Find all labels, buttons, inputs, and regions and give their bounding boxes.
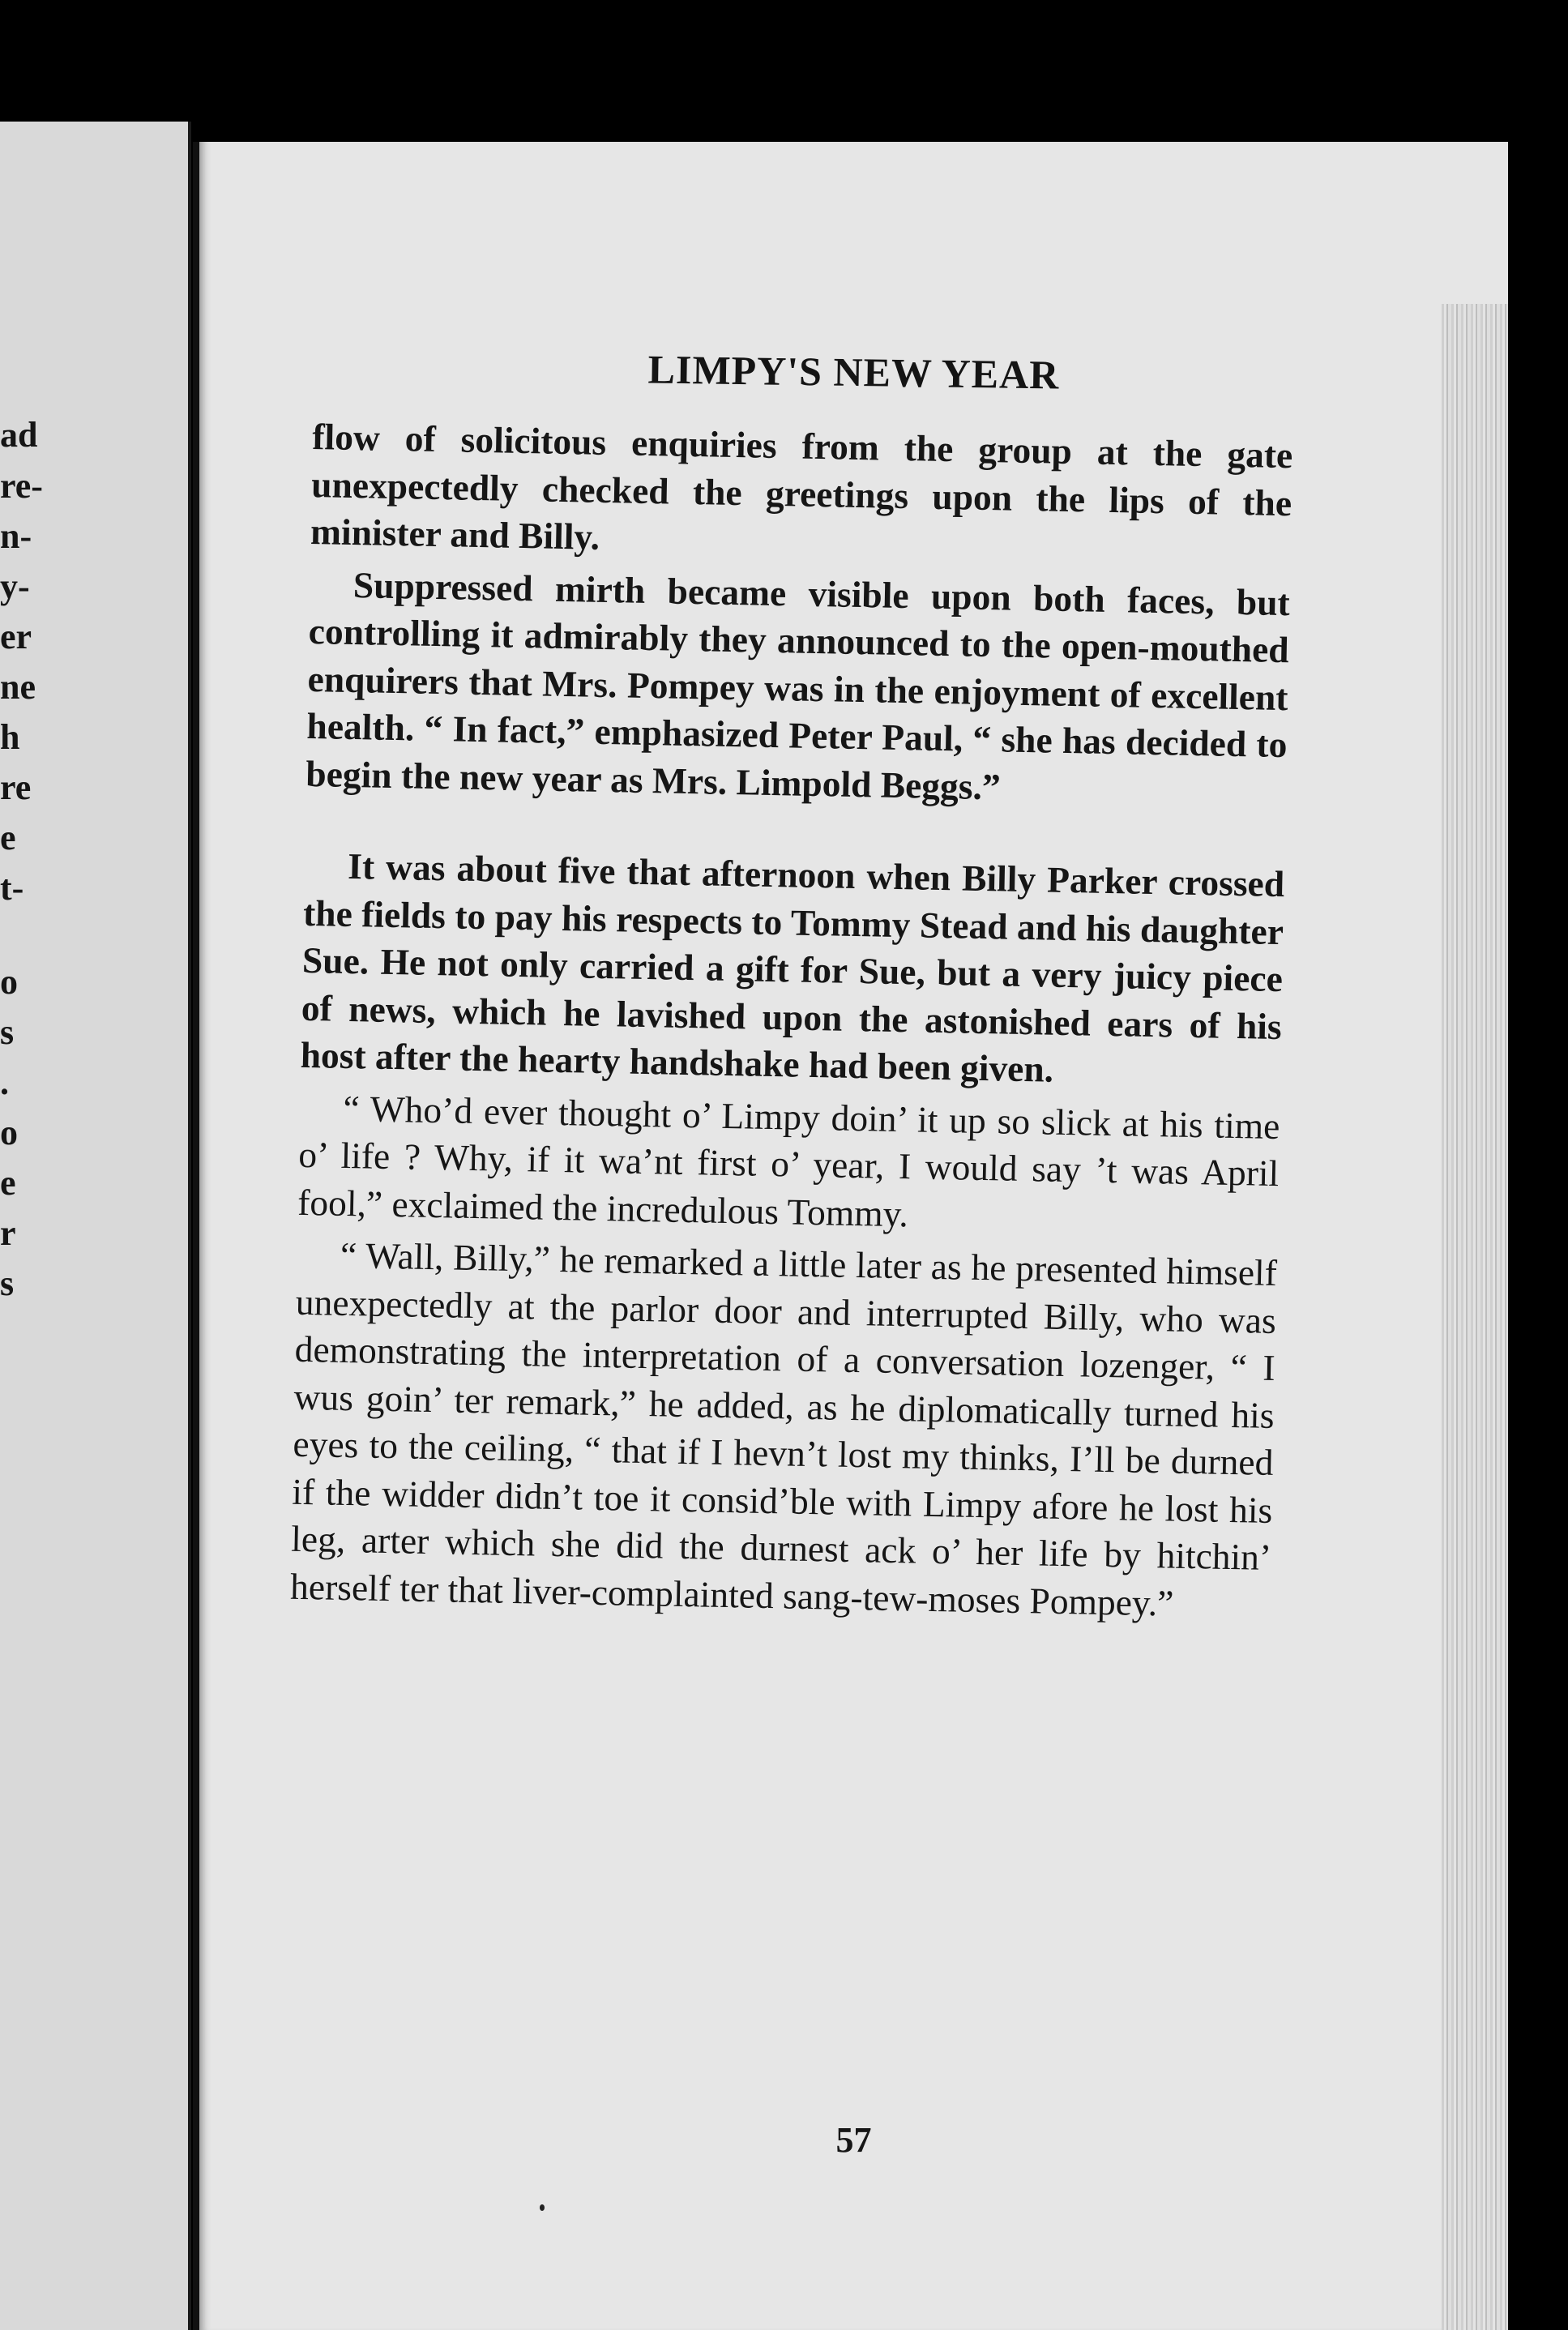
left-page-fragment: o (0, 1113, 18, 1152)
scan-speck (540, 2204, 545, 2211)
paragraph: Suppressed mirth became visible upon both faces, but controlling it admirably they announced to the open-mouthed enquirers that Mrs. Pompey was in the enjoyment of excellent health. “ In fact,” emphasized Peter Paul, “ she has decided to begin the new year as Mrs. Limpold Beggs.” (305, 563, 1291, 807)
paragraph: flow of solicitous enquiries from the group at the gate unexpectedly checked the greetings upon the lips of the minister and Billy. (310, 415, 1293, 558)
left-page-fragment: e (0, 1163, 16, 1203)
body-text (290, 413, 1293, 1634)
page-number: 57 (835, 2120, 872, 2160)
left-page-fragment: ne (0, 667, 36, 707)
left-page-fragment: o (0, 962, 18, 1002)
left-page-fragment: h (0, 717, 20, 757)
paragraph: It was about five that afternoon when Billy Parker crossed the fields to pay his respects to Tommy Stead and his daughter Sue. He not only carried a gift for Sue, but a very juicy piece of news, which he lavished upon the astonished ears of his host after the hearty handshake had been given. (300, 844, 1285, 1090)
left-page-fragment: re (0, 767, 32, 807)
left-page-fragment: s (0, 1012, 15, 1052)
left-page-fragment: y- (0, 566, 30, 606)
paragraph: “ Wall, Billy,” he remarked a little later as he presented himself unexpectedly at the parlor door and interrupted Billy, who was demonstrating the interpretation of a conversation lozenger, “ I wus goin’ ter remark,” he added, as he diplomatically turned his eyes to the ceiling, “ that if I hevn’t lost my thinks, I’ll be durned if the widder didn’t toe it consid’ble with Limpy afore he lost his leg, arter which she did the durnest ack o’ her life by hitchin’ herself ter that liver-complainted sang-tew-moses Pompey.” (289, 1233, 1278, 1624)
left-page-fragment: s (0, 1263, 15, 1303)
left-page-fragment: ad (0, 415, 38, 455)
page-edge-stack (1442, 304, 1508, 2330)
paragraph: “ Who’d ever thought o’ Limpy doin’ it up so slick at his time o’ life ? Why, if it wa’nt first o’ year, I would say ’t was April fool,” exclaimed the incredulous Tommy. (297, 1087, 1280, 1234)
book-page (193, 142, 1508, 2330)
left-page-fragment: . (0, 1062, 9, 1102)
running-head: LIMPY'S NEW YEAR (647, 346, 1060, 398)
left-facing-page (0, 122, 191, 2330)
left-page-fragment: er (0, 617, 32, 656)
left-page-fragment: re- (0, 466, 43, 506)
left-page-fragment: t- (0, 868, 24, 908)
left-page-fragment: e (0, 818, 16, 857)
left-page-fragment: n- (0, 516, 32, 556)
left-page-fragment: r (0, 1213, 16, 1253)
